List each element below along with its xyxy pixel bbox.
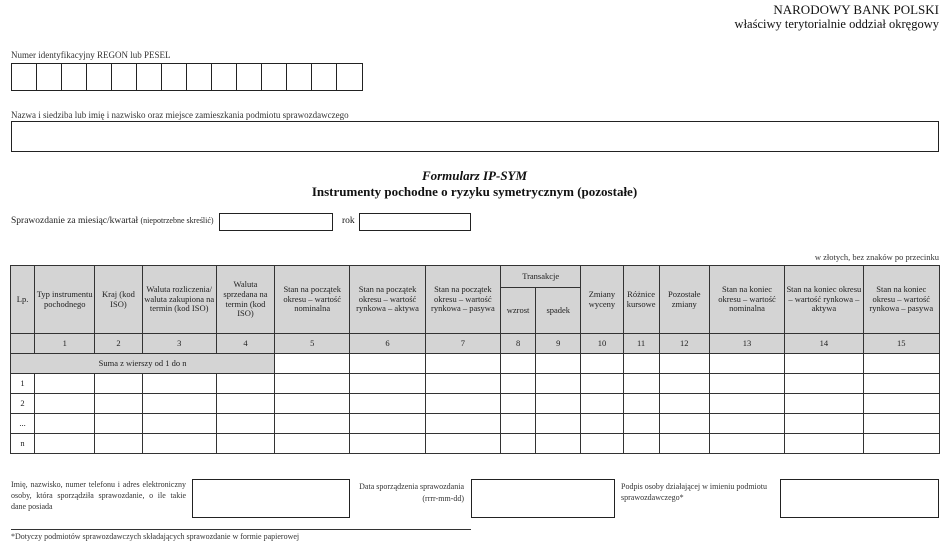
table-cell[interactable] [216,434,274,454]
column-number-row [11,334,940,354]
entity-label: Nazwa i siedziba lub imię i nazwisko oraz miejsce zamieszkania podmiotu sprawozdawczego [11,110,349,120]
period-field[interactable] [219,213,333,231]
table-cell[interactable] [501,414,536,434]
table-row [11,394,940,414]
col-number: 7 [425,334,500,354]
table-cell[interactable] [623,414,659,434]
year-label: rok [342,216,355,226]
table-cell[interactable] [95,414,142,434]
table-cell[interactable] [709,394,784,414]
col-header-pozostale-zmiany: Pozostałe zmiany [659,266,709,334]
contact-label: Imię, nazwisko, numer telefonu i adres elektroniczny osoby, która sporządziła sprawozdanie, o ile takie dane posiada [11,480,186,511]
table-cell[interactable] [501,374,536,394]
form-title: Formularz IP-SYM [421,168,528,183]
col-number: 8 [501,334,536,354]
table-cell[interactable] [275,354,350,374]
regon-digit-12[interactable] [287,64,312,90]
col-header-typ: Typ instrumentu pochodnego [35,266,95,334]
contact-field[interactable] [192,479,350,518]
regon-digit-5[interactable] [112,64,137,90]
col-number: 3 [142,334,216,354]
col-header-zmiany-wyceny: Zmiany wyceny [581,266,623,334]
table-cell[interactable] [350,394,425,414]
table-cell[interactable] [709,374,784,394]
table-cell[interactable] [35,394,95,414]
table-cell[interactable] [350,434,425,454]
table-cell[interactable] [785,374,863,394]
signature-field[interactable] [780,479,939,518]
table-cell[interactable] [709,354,784,374]
col-header-kraj: Kraj (kod ISO) [95,266,142,334]
table-cell[interactable] [425,394,500,414]
table-cell[interactable] [425,374,500,394]
regon-digit-1[interactable] [12,64,37,90]
col-header-stan-kon-nominalna: Stan na koniec okresu – wartość nominalna [709,266,784,334]
regon-input-grid [11,63,363,91]
table-cell[interactable] [863,394,939,414]
table-cell[interactable] [581,374,623,394]
table-cell[interactable] [350,374,425,394]
table-cell[interactable] [350,354,425,374]
table-cell[interactable] [785,414,863,434]
table-row [11,414,940,434]
regon-digit-3[interactable] [62,64,87,90]
date-format: (rrrr-mm-dd) [422,494,464,503]
regon-digit-11[interactable] [262,64,287,90]
row-number: n [11,434,35,454]
table-row [11,434,940,454]
table-cell[interactable] [142,434,216,454]
table-cell[interactable] [501,394,536,414]
col-number: 6 [350,334,425,354]
table-cell[interactable] [275,414,350,434]
table-cell[interactable] [659,434,709,454]
table-cell[interactable] [536,354,581,374]
col-header-stan-kon-pasywa: Stan na koniec okresu – wartość rynkowa – pasywa [863,266,939,334]
table-cell[interactable] [623,394,659,414]
col-number: 10 [581,334,623,354]
units-note: w złotych, bez znaków po przecinku [814,252,939,262]
period-note: (niepotrzebne skreślić) [140,216,214,225]
table-cell[interactable] [659,394,709,414]
entity-name-field[interactable] [11,121,939,152]
table-cell[interactable] [581,434,623,454]
regon-digit-8[interactable] [187,64,212,90]
row-number: 2 [11,394,35,414]
table-cell[interactable] [142,394,216,414]
col-number: 9 [536,334,581,354]
table-cell[interactable] [581,414,623,434]
regon-digit-6[interactable] [137,64,162,90]
table-cell[interactable] [785,394,863,414]
col-number: 5 [275,334,350,354]
table-cell[interactable] [216,414,274,434]
table-cell[interactable] [425,354,500,374]
footnote-divider [11,529,471,530]
table-cell[interactable] [95,394,142,414]
table-cell[interactable] [785,354,863,374]
table-cell[interactable] [623,354,659,374]
table-cell[interactable] [142,374,216,394]
header-row-1 [11,266,940,288]
table-cell[interactable] [785,434,863,454]
col-number: 4 [216,334,274,354]
date-field[interactable] [471,479,615,518]
col-number: 2 [95,334,142,354]
col-header-waluta-sprzedana: Waluta sprzedana na termin (kod ISO) [216,266,274,334]
col-header-stan-pocz-aktywa: Stan na początek okresu – wartość rynkowa – aktywa [350,266,425,334]
col-number: 13 [709,334,784,354]
col-header-transakcje: Transakcje [501,266,581,288]
col-number: 11 [623,334,659,354]
table-row [11,374,940,394]
table-cell[interactable] [95,434,142,454]
footnote: *Dotyczy podmiotów sprawozdawczych składających sprawozdanie w formie papierowej [11,532,300,541]
col-header-waluta-zakupiona: Waluta rozliczenia/ waluta zakupiona na termin (kod ISO) [142,266,216,334]
signature-label: Podpis osoby działającej w imieniu podmiotu sprawozdawczego* [621,482,767,502]
table-cell[interactable] [501,434,536,454]
col-header-stan-kon-aktywa: Stan na koniec okresu – wartość rynkowa – aktywa [785,266,863,334]
period-label: Sprawozdanie za miesiąc/kwartał [11,216,139,226]
col-number: 14 [785,334,863,354]
table-cell[interactable] [863,354,939,374]
table-cell[interactable] [275,394,350,414]
table-cell[interactable] [659,414,709,434]
form-subtitle: Instrumenty pochodne o ryzyku symetrycznym (pozostałe) [311,184,638,199]
year-field[interactable] [359,213,471,231]
regon-digit-2[interactable] [37,64,62,90]
date-label: Data sporządzenia sprawozdania [359,482,464,491]
table-cell[interactable] [275,374,350,394]
table-cell[interactable] [35,434,95,454]
branch-name: właściwy terytorialnie oddział okręgowy [734,17,939,31]
bank-name: NARODOWY BANK POLSKI [773,2,939,17]
table-cell[interactable] [536,394,581,414]
table-cell[interactable] [35,414,95,434]
table-cell[interactable] [863,374,939,394]
col-number: 1 [35,334,95,354]
col-header-roznice-kursowe: Różnice kursowe [623,266,659,334]
table-cell[interactable] [709,414,784,434]
table-cell[interactable] [425,434,500,454]
table-cell[interactable] [216,374,274,394]
regon-digit-9[interactable] [212,64,237,90]
col-header-lp: Lp. [11,266,35,334]
table-cell[interactable] [142,414,216,434]
regon-digit-10[interactable] [237,64,262,90]
col-number-blank [11,334,35,354]
table-cell[interactable] [659,354,709,374]
table-cell[interactable] [275,434,350,454]
table-cell[interactable] [350,414,425,434]
col-header-spadek: spadek [536,288,581,334]
col-header-wzrost: wzrost [501,288,536,334]
regon-digit-14[interactable] [337,64,362,90]
row-number: 1 [11,374,35,394]
row-number: ... [11,414,35,434]
table-cell[interactable] [659,374,709,394]
table-cell[interactable] [709,434,784,454]
col-number: 12 [659,334,709,354]
table-cell[interactable] [95,374,142,394]
table-cell[interactable] [536,434,581,454]
regon-digit-13[interactable] [312,64,337,90]
main-table [10,265,940,454]
regon-digit-4[interactable] [87,64,112,90]
col-header-stan-pocz-nominalna: Stan na początek okresu – wartość nominalna [275,266,350,334]
table-cell[interactable] [623,374,659,394]
table-cell[interactable] [536,414,581,434]
table-cell[interactable] [623,434,659,454]
table-cell[interactable] [425,414,500,434]
table-cell[interactable] [863,434,939,454]
table-cell[interactable] [581,354,623,374]
table-cell[interactable] [216,394,274,414]
regon-label: Numer identyfikacyjny REGON lub PESEL [11,50,171,60]
table-cell[interactable] [501,354,536,374]
sum-row [11,354,940,374]
regon-digit-7[interactable] [162,64,187,90]
table-cell[interactable] [863,414,939,434]
col-header-stan-pocz-pasywa: Stan na początek okresu – wartość rynkowa – pasywa [425,266,500,334]
col-number: 15 [863,334,939,354]
table-cell[interactable] [581,394,623,414]
period-label-group [11,216,214,226]
sum-row-label: Suma z wierszy od 1 do n [11,354,275,374]
table-cell[interactable] [536,374,581,394]
table-cell[interactable] [35,374,95,394]
